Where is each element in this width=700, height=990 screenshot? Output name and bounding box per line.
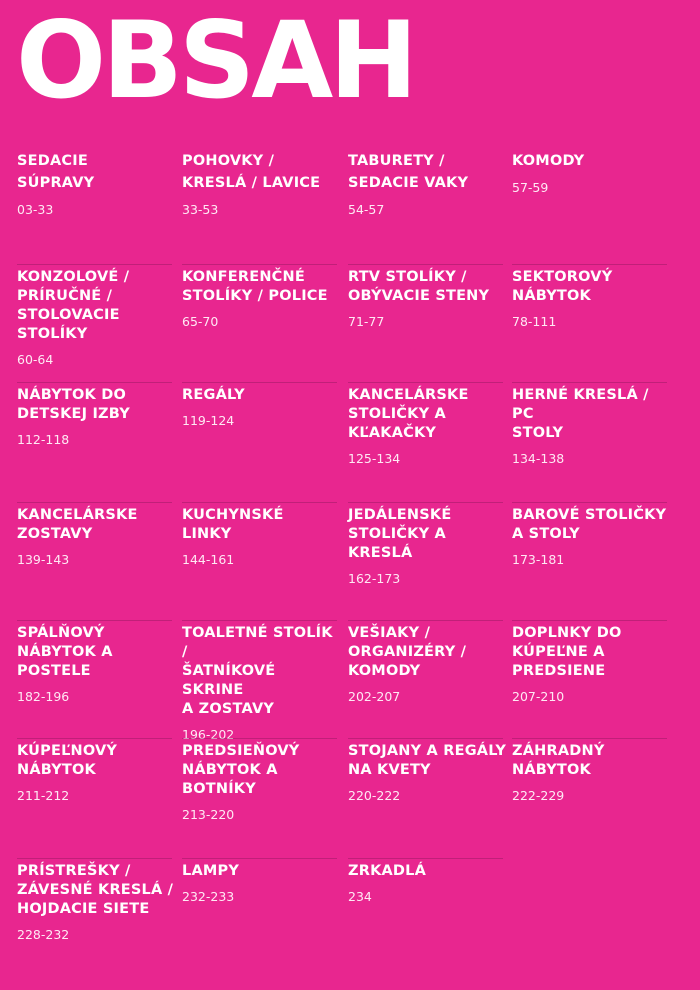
toc-entry-pages: 234 [348,889,372,904]
divider [348,858,503,859]
toc-entry-pages: 112-118 [17,432,70,447]
toc-entry-title: KONZOLOVÉ / PRÍRUČNÉ / STOLOVACIE STOLÍKY [17,269,130,342]
divider [512,620,667,621]
toc-entry-pages: 65-70 [182,314,219,329]
toc-entry-title: KANCELÁRSKE STOLIČKY A KĽAKAČKY [348,387,469,441]
toc-entry-pages: 57-59 [512,180,549,195]
toc-entry [17,386,177,448]
toc-entry-title: SEKTOROVÝ NÁBYTOK [512,269,613,304]
toc-entry-title: RTV STOLÍKY / OBÝVACIE STENY [348,269,490,304]
toc-entry-title: KOMODY [512,153,585,169]
toc-entry-title: PRÍSTREŠKY / ZÁVESNÉ KRESLÁ / HOJDACIE SIETE [17,863,174,917]
divider [17,502,172,503]
toc-entry-title: KANCELÁRSKE ZOSTAVY [17,507,138,542]
divider [512,264,667,265]
toc-entry [512,624,672,705]
toc-entry-pages: 213-220 [182,807,235,822]
toc-entry [17,150,177,218]
divider [182,502,337,503]
toc-entry-pages: 220-222 [348,788,401,803]
divider [182,858,337,859]
divider [17,382,172,383]
toc-entry-pages: 33-53 [182,202,219,217]
toc-entry-title: LAMPY [182,863,240,879]
divider [17,738,172,739]
toc-entry-pages: 134-138 [512,451,565,466]
toc-entry-title: ZRKADLÁ [348,863,427,879]
toc-entry-pages: 232-233 [182,889,235,904]
divider [17,620,172,621]
toc-entry-title: REGÁLY [182,387,245,403]
toc-entry [348,506,508,587]
toc-entry [348,268,508,330]
divider [512,382,667,383]
toc-entry-title: KÚPEĽNOVÝ NÁBYTOK [17,743,118,778]
toc-entry [348,386,508,467]
toc-entry-pages: 54-57 [348,202,385,217]
toc-entry-pages: 207-210 [512,689,565,704]
toc-entry-pages: 03-33 [17,202,54,217]
toc-entry-title: SPÁLŇOVÝ NÁBYTOK A POSTELE [17,625,113,679]
toc-entry-pages: 78-111 [512,314,557,329]
page-title: OBSAH [16,0,414,122]
toc-entry-pages: 125-134 [348,451,401,466]
toc-entry [17,624,177,705]
divider [182,738,337,739]
divider [17,858,172,859]
toc-entry-title: DOPLNKY DO KÚPEĽNE A PREDSIENE [512,625,622,679]
toc-entry-pages: 173-181 [512,552,565,567]
toc-entry-pages: 162-173 [348,571,401,586]
toc-entry [17,506,177,568]
toc-entry-title: VEŠIAKY / ORGANIZÉRY / KOMODY [348,625,467,679]
toc-entry-pages: 139-143 [17,552,70,567]
toc-entry-title: ZÁHRADNÝ NÁBYTOK [512,743,605,778]
divider [182,264,337,265]
toc-entry-pages: 196-202 [182,727,235,742]
divider [348,620,503,621]
divider [17,264,172,265]
toc-entry-title: HERNÉ KRESLÁ / PC STOLY [512,387,649,441]
toc-entry-pages: 60-64 [17,352,54,367]
toc-entry-pages: 144-161 [182,552,235,567]
toc-entry [182,742,342,823]
toc-entry-title: STOJANY A REGÁLY NA KVETY [348,743,507,778]
toc-entry [512,742,672,804]
toc-entry-pages: 202-207 [348,689,401,704]
toc-entry [512,506,672,568]
toc-entry-title: POHOVKY / KRESLÁ / LAVICE [182,153,321,191]
divider [512,738,667,739]
toc-entry-pages: 71-77 [348,314,385,329]
toc-entry [348,742,508,804]
toc-entry [182,150,342,218]
toc-entry [512,150,672,196]
toc-entry-title: TABURETY / SEDACIE VAKY [348,153,469,191]
toc-entry-title: NÁBYTOK DO DETSKEJ IZBY [17,387,130,422]
toc-entry [348,150,508,218]
toc-entry [512,386,672,467]
toc-entry [17,862,177,943]
toc-entry-pages: 228-232 [17,927,70,942]
toc-entry [182,268,342,330]
toc-entry [182,386,342,429]
toc-entry-pages: 182-196 [17,689,70,704]
toc-entry-pages: 211-212 [17,788,70,803]
divider [348,738,503,739]
toc-entry [348,862,508,905]
divider [348,264,503,265]
toc-entry-title: SEDACIE SÚPRAVY [17,153,95,191]
toc-entry-title: KONFERENČNÉ STOLÍKY / POLICE [182,269,328,304]
toc-entry [182,506,342,568]
toc-entry-title: TOALETNÉ STOLÍK / ŠATNÍKOVÉ SKRINE A ZOSTAVY [182,625,333,717]
toc-entry-pages: 222-229 [512,788,565,803]
toc-entry [17,268,177,368]
toc-entry-pages: 119-124 [182,413,235,428]
divider [182,620,337,621]
toc-entry [182,624,342,743]
toc-entry-title: BAROVÉ STOLIČKY A STOLY [512,507,667,542]
divider [348,502,503,503]
divider [182,382,337,383]
toc-entry [348,624,508,705]
toc-entry-title: KUCHYNSKÉ LINKY [182,507,284,542]
toc-entry [512,268,672,330]
toc-entry-title: JEDÁLENSKÉ STOLIČKY A KRESLÁ [348,507,452,561]
toc-entry [182,862,342,905]
toc-entry-title: PREDSIEŇOVÝ NÁBYTOK A BOTNÍKY [182,743,300,797]
divider [348,382,503,383]
divider [512,502,667,503]
toc-entry [17,742,177,804]
